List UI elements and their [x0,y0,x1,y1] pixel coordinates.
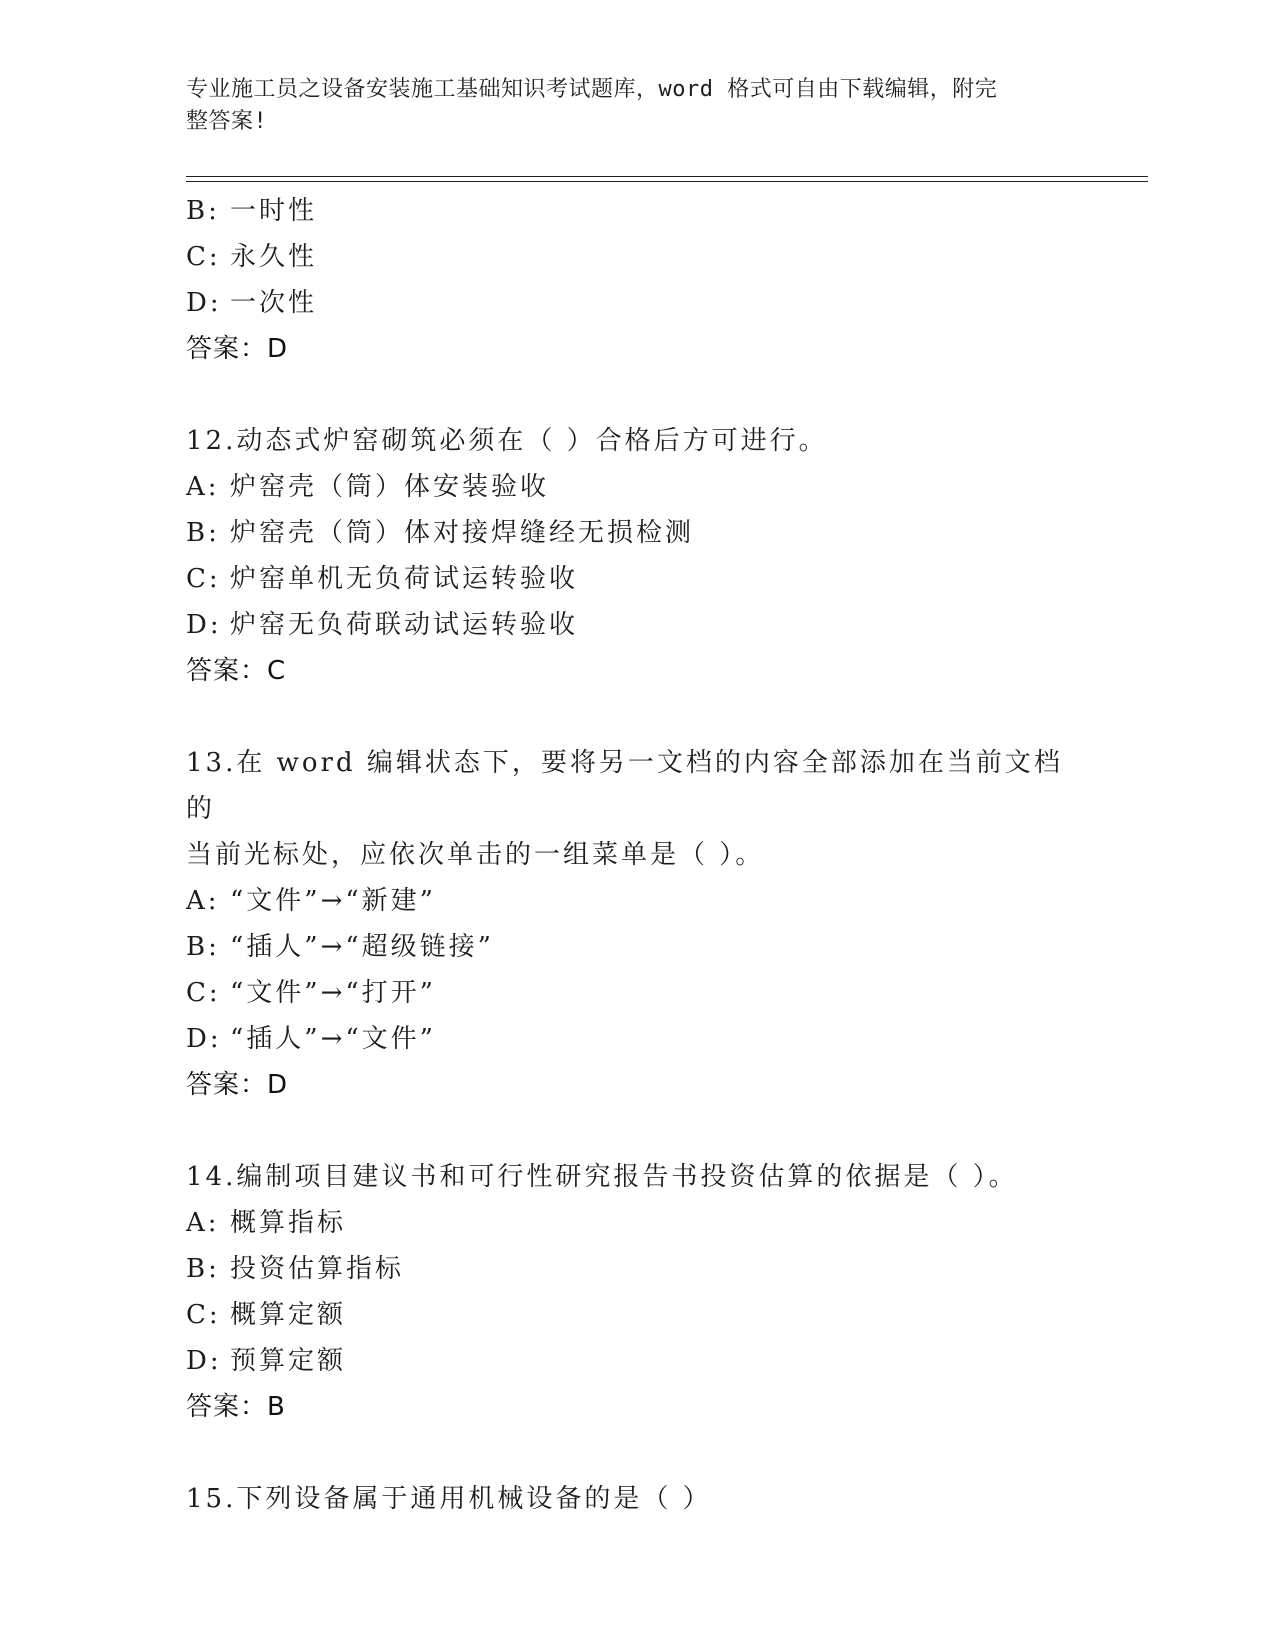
spacer [186,1108,1086,1154]
option-b: B: “插人”→“超级链接” [186,932,494,962]
question-14 [186,1154,1086,1430]
question-13 [186,740,1086,1108]
document-header [186,74,1066,138]
header-line-1: 专业施工员之设备安装施工基础知识考试题库，word 格式可自由下载编辑，附完 [186,77,998,102]
option-d: D: 预算定额 [186,1346,347,1376]
spacer [186,372,1086,418]
option-d: D: 一次性 [186,288,318,318]
option-a: A: 概算指标 [186,1208,347,1238]
question-stem: 13.在 word 编辑状态下，要将另一文档的内容全部添加在当前文档的 当前光标处，应依次单击的一组菜单是（ ）。 [186,748,1063,870]
answer-line: 答案：B [186,1392,286,1422]
option-b: B: 投资估算指标 [186,1254,405,1284]
option-a: A: 炉窑壳（筒）体安装验收 [186,472,550,502]
question-stem: 15.下列设备属于通用机械设备的是（ ） [186,1484,712,1514]
option-c: C: “文件”→“打开” [186,978,436,1008]
question-stem: 14.编制项目建议书和可行性研究报告书投资估算的依据是（ ）。 [186,1162,1018,1192]
answer-line: 答案：C [186,656,287,686]
option-c: C: 概算定额 [186,1300,347,1330]
option-c: C: 永久性 [186,242,318,272]
question-12 [186,418,1086,694]
document-body [186,188,1086,1522]
option-d: D: 炉窑无负荷联动试运转验收 [186,610,579,640]
option-c: C: 炉窑单机无负荷试运转验收 [186,564,579,594]
option-d: D: “插人”→“文件” [186,1024,436,1054]
option-b: B: 一时性 [186,196,318,226]
header-line-2: 整答案! [186,109,268,134]
spacer [186,694,1086,740]
option-b: B: 炉窑壳（筒）体对接焊缝经无损检测 [186,518,695,548]
previous-question-continuation [186,188,1086,372]
answer-line: 答案：D [186,1070,289,1100]
question-stem: 12.动态式炉窑砌筑必须在（ ）合格后方可进行。 [186,426,828,456]
spacer [186,1430,1086,1476]
header-divider [186,176,1148,182]
option-a: A: “文件”→“新建” [186,886,436,916]
question-15 [186,1476,1086,1522]
answer-line: 答案：D [186,334,289,364]
